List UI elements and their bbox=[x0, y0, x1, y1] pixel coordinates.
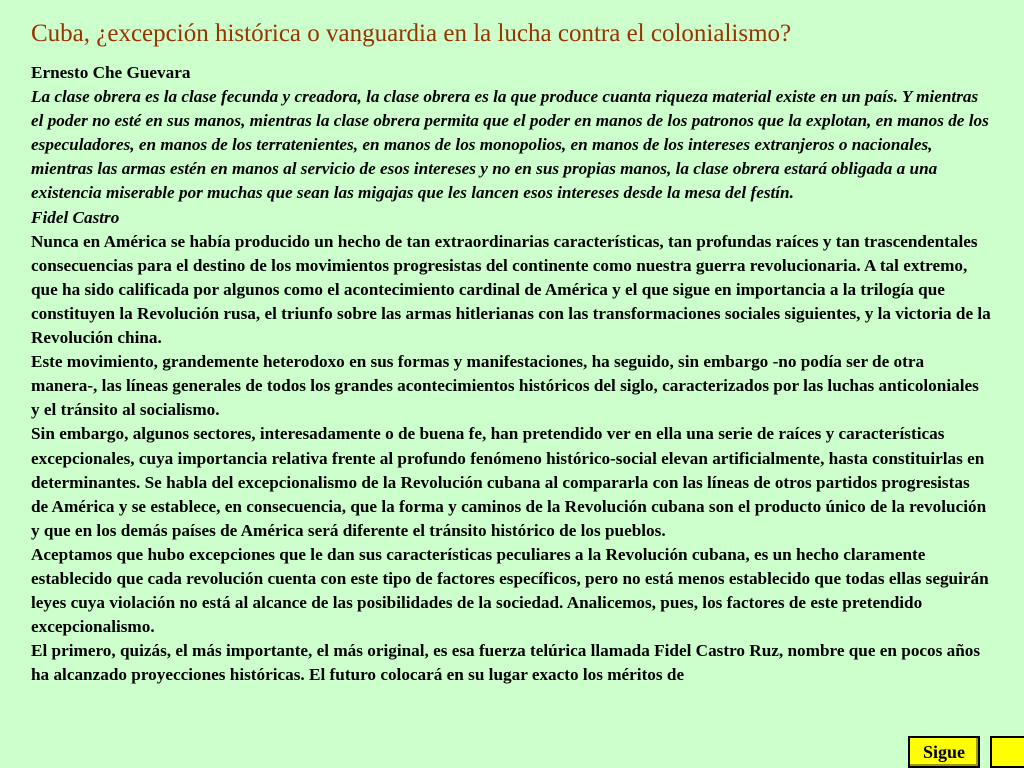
paragraph: Este movimiento, grandemente heterodoxo en sus formas y manifestaciones, ha seguido, sin embargo -no podía ser de otra manera-, las líneas generales de todos los grandes acontecimientos históricos del siglo, caracterizados por las luchas anticoloniales y el tránsito al socialismo. bbox=[31, 352, 979, 420]
author-name: Ernesto Che Guevara bbox=[31, 63, 191, 82]
quote-author: Fidel Castro bbox=[31, 207, 120, 227]
article-body bbox=[31, 61, 991, 687]
quote-text: La clase obrera es la clase fecunda y creadora, la clase obrera es la que produce cuanta riqueza material existe en un país. Y mientras el poder no esté en sus manos, mientras la clase obrera permita que el poder en manos de los patronos que la explotan, en manos de los especuladores, en manos de los terratenientes, en manos de los monopolios, en manos de los intereses extranjeros o nacionales, mientras las armas estén en manos al servicio de esos intereses y no en sus propias manos, la clase obrera estará obligada a una existencia miserable por muchas que sean las migajas que les lancen esos intereses desde la mesa del festín. bbox=[31, 87, 989, 203]
paragraph: El primero, quizás, el más importante, el más original, es esa fuerza telúrica llamada Fidel Castro Ruz, nombre que en pocos años ha alcanzado proyecciones históricas. El futuro colocará en su lugar exacto los méritos de bbox=[31, 641, 981, 685]
next-button[interactable]: Sigue bbox=[908, 736, 980, 768]
nav-button[interactable] bbox=[990, 736, 1024, 768]
paragraph: Sin embargo, algunos sectores, interesadamente o de buena fe, han pretendido ver en ella una serie de raíces y características excepcionales, cuya importancia relativa frente al profundo fenómeno histórico-social elevan artificialmente, hasta constituirlas en determinantes. Se habla del excepcionalismo de la Revolución cubana al compararla con las líneas de otros partidos progresistas de América y se establece, en consecuencia, que la forma y caminos de la Revolución cubana son el producto único de la revolución y que en los demás países de América será diferente el tránsito histórico de los pueblos. bbox=[31, 424, 987, 540]
paragraph: Nunca en América se había producido un hecho de tan extraordinarias características, tan profundas raíces y tan trascendentales consecuencias para el destino de los movimientos progresistas del continente como nuestra guerra revolucionaria. A tal extremo, que ha sido calificada por algunos como el acontecimiento cardinal de América y el que sigue en importancia a la trilogía que constituyen la Revolución rusa, el triunfo sobre las armas hitlerianas con las transformaciones sociales siguientes, y la victoria de la Revolución china. bbox=[31, 231, 991, 348]
paragraph: Aceptamos que hubo excepciones que le dan sus características peculiares a la Revolución cubana, es un hecho claramente establecido que cada revolución cuenta con este tipo de factores específicos, pero no está menos establecido que todas ellas seguirán leyes cuya violación no está al alcance de las posibilidades de la sociedad. Analicemos, pues, los factores de este pretendido excepcionalismo. bbox=[31, 544, 989, 637]
page-title: Cuba, ¿excepción histórica o vanguardia en la lucha contra el colonialismo? bbox=[31, 20, 792, 47]
